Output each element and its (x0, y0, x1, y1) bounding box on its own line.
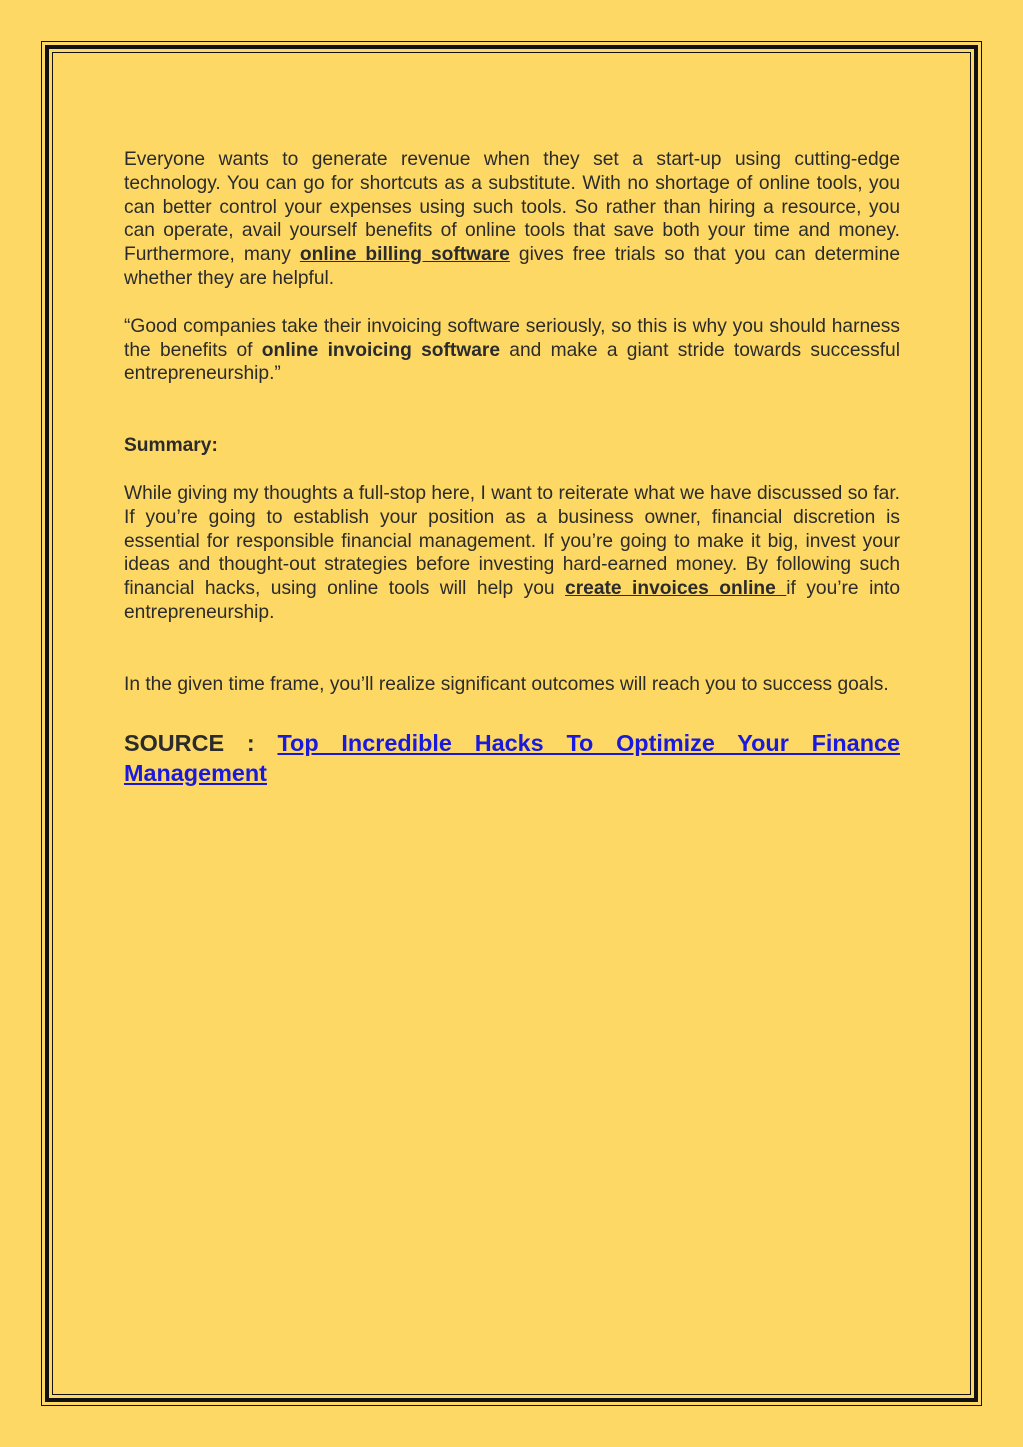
paragraph-summary (124, 482, 900, 625)
paragraph-summary-text-after: if you’re into entrepreneurship. (124, 578, 901, 623)
paragraph-intro-text-after: gives free trials so that you can determine whether they are helpful. (124, 244, 900, 289)
paragraph-intro-text-before: Everyone wants to generate revenue when they set a start-up using cutting-edge technology. You can go for shortcuts as a substitute. With no shortage of online tools, you can better control your expenses using such tools. So rather than hiring a resource, you can operate, avail yourself benefits of online tools that save both your time and money. Furthermore, many (124, 149, 900, 266)
online-invoicing-software-bold: online invoicing software (261, 339, 500, 361)
paragraph-quote-text-after: and make a giant stride towards successful entrepreneurship.” (124, 339, 900, 385)
paragraph-summary-text-before: While giving my thoughts a full-stop here, I want to reiterate what we have discussed so far. If you’re going to establish your position as a business owner, financial discretion is essential for responsible financial management. If you’re going to make it big, invest your ideas and thought-out strategies before investing hard-earned money. By following such financial hacks, using online tools will help you (124, 482, 900, 600)
source-link[interactable]: Top Incredible Hacks To Optimize Your Finance Management (124, 729, 901, 786)
paragraph-conclusion: In the given time frame, you’ll realize significant outcomes will reach you to success goals. (124, 673, 889, 695)
paragraph-intro (124, 148, 900, 291)
document-body (124, 148, 900, 788)
source-line (124, 728, 900, 788)
paragraph-quote-text-before: “Good companies take their invoicing software seriously, so this is why you should harness the benefits of (124, 315, 900, 361)
source-label: SOURCE : (124, 729, 278, 756)
create-invoices-online-link[interactable]: create invoices online (565, 578, 787, 600)
summary-heading: Summary: (124, 435, 218, 457)
online-billing-software-link[interactable]: online billing software (299, 244, 510, 266)
paragraph-quote (124, 315, 900, 386)
